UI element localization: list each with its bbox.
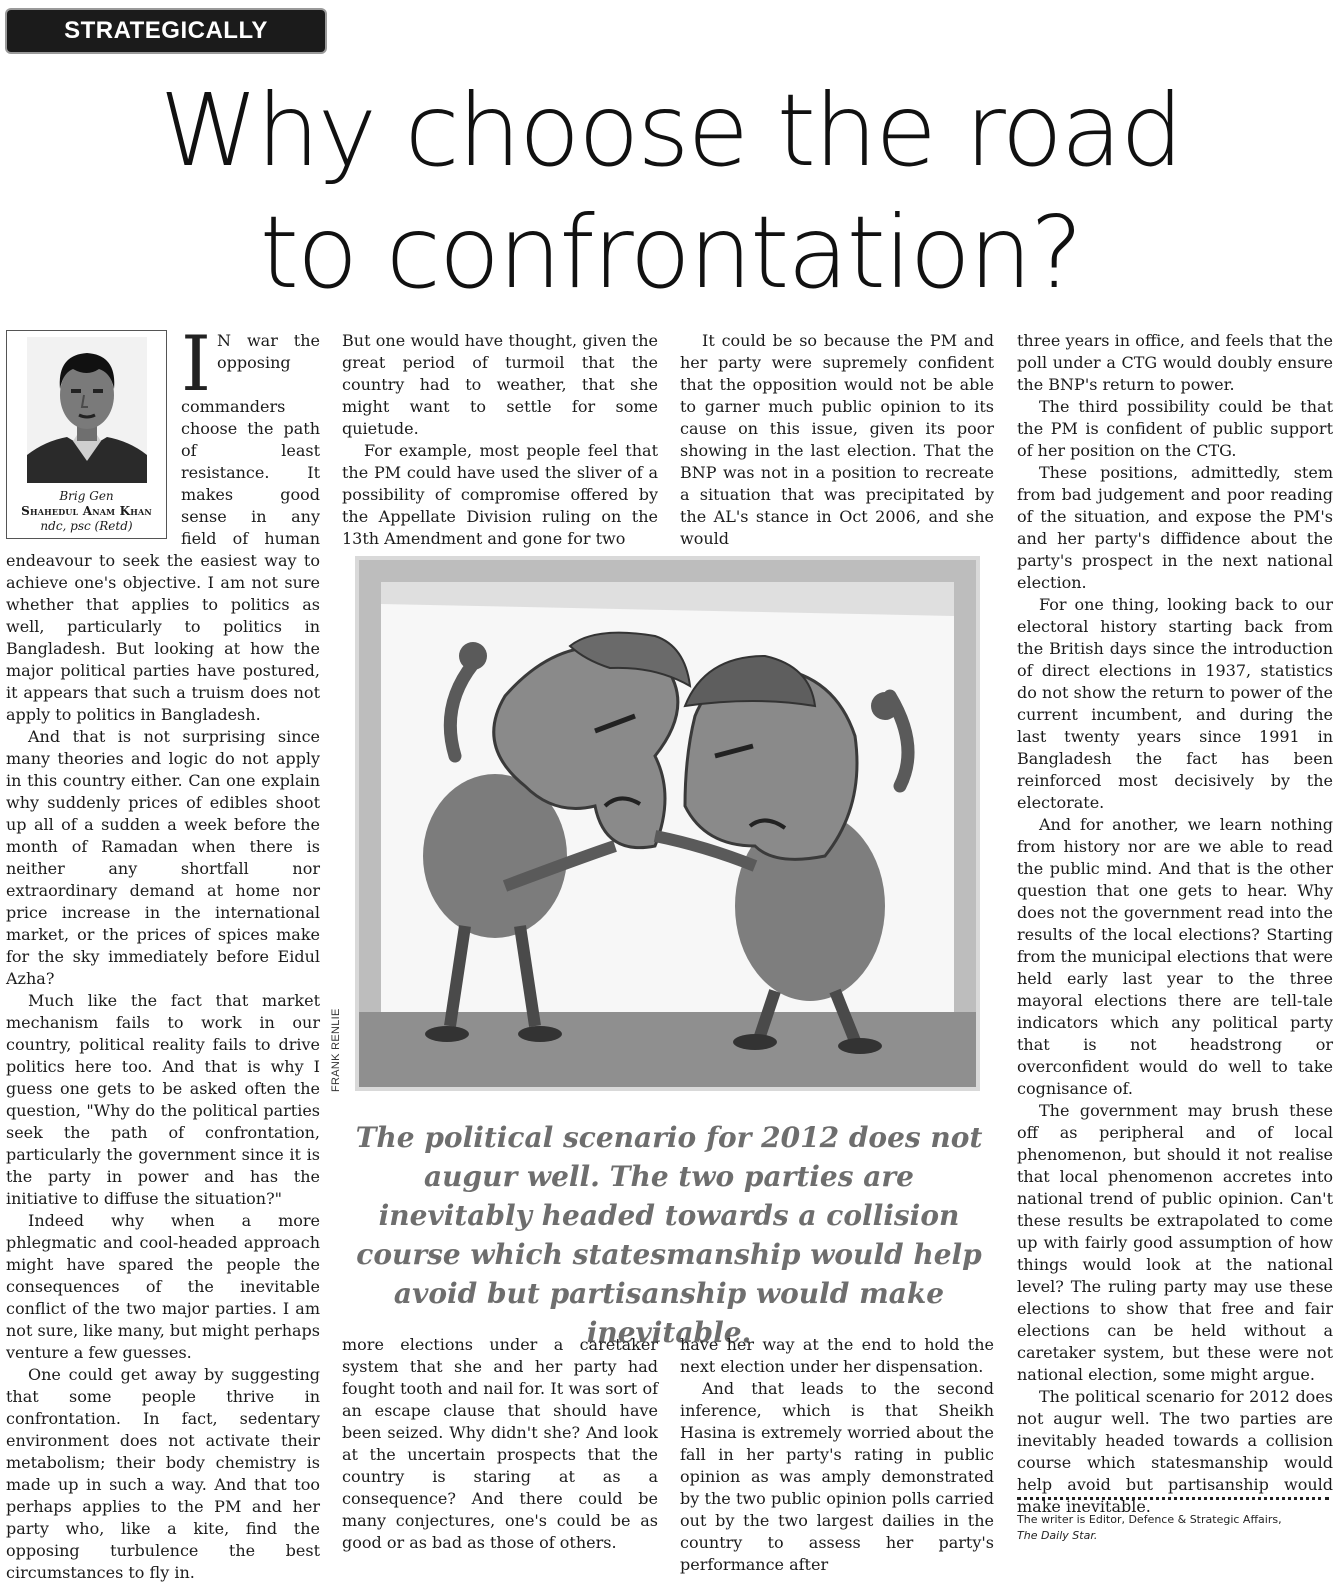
article-paragraph: For example, most people feel that the PM could have used the sliver of a possibility of compromise offered by the Appellate Division ruling on the 13th Amendment and gone for two [342,441,658,548]
illustration-credit: FRANK RENLIE [330,1008,342,1092]
article-paragraph: Indeed why when a more phlegmatic and cool-headed approach might have spared the people the consequences of the inevitable conflict of the two major parties. I am not sure, like many, but might perhaps venture a few guesses. [6,1211,320,1362]
byline-name: Shahedul Anam Khan [21,504,152,518]
pull-quote: The political scenario for 2012 does not augur well. The two parties are inevitably headed towards a collision course which statesmanship would help avoid but partisanship would make inevitable. [355,1121,983,1349]
drop-cap: I [181,319,212,408]
headline-line-2: to confrontation? [259,194,1082,311]
article-column-2-top [342,330,658,550]
article-paragraph: three years in office, and feels that the poll under a CTG would doubly ensure the BNP's return to power. [1017,331,1333,394]
headline [0,70,1341,314]
article-paragraph: And that is not surprising since many theories and logic do not apply in this country either. Can one explain why suddenly prices of edibles shoot up all of a sudden a week before the month of Ramadan when there is neither any shortfall nor extraordinary demand at home nor price increase in the international market, or the prices of spices make for the sky immediately before Eidul Azha? [6,727,320,988]
article-paragraph: And that leads to the second inference, which is that Sheikh Hasina is extremely worried about the fall in her party's rating in public opinion as was amply demonstrated by the two public opinion polls carried out by the two largest dailies in the country to assess her party's performance after [680,1379,994,1574]
article-paragraph: The government may brush these off as peripheral and of local phenomenon, but should it not realise that local phenomenon accretes into national trend of public opinion. Can't these results be extrapolated to come up with fairly good assumption of how things would look at the national level? The ruling party may use these elections to show that free and fair elections can be held without a caretaker system, but these were not national election, some might argue. [1017,1101,1333,1384]
cartoon-illustration [355,556,980,1091]
article-paragraph: And for another, we learn nothing from history nor are we able to read the public mind. And that is the other question that one gets to hear. Why does not the government read into the results of the local elections? Starting from the municipal elections that were held early last year to the three mayoral elections there are tell-tale indicators which any political party that is not headstrong or overconfident would do well to take cognisance of. [1017,815,1333,1098]
footnote-line-2: The Daily Star. [1017,1529,1098,1542]
article-column-3-top [680,330,994,550]
section-kicker: STRATEGICALLY SPEAKING [7,10,325,52]
article-column-1 [6,319,320,1584]
article-column-3-bottom [680,1334,994,1576]
article-paragraph: It could be so because the PM and her party were supremely confident that the opposition would not be able to garner much public opinion to its cause on this issue, given its poor showing in the last election. That the BNP was not in a position to recreate a situation that was precipitated by the AL's stance in Oct 2006, and she would [680,331,994,548]
byline-suffix: ndc, psc (Retd) [40,519,133,533]
article-column-4 [1017,330,1333,1518]
article-paragraph: For one thing, looking back to our electoral history starting back from the British days since the introduction of direct elections in 1937, statistics do not show the return to power of the current incumbent, and during the last twenty years since 1991 in Bangladesh the fact has been reinforced most decisively by the electorate. [1017,595,1333,812]
author-box [6,330,167,539]
article-column-2-bottom [342,1334,658,1554]
article-paragraph: But one would have thought, given the great period of turmoil that the country had to weather, that she might want to settle for some quietude. [342,331,658,438]
article-paragraph: These positions, admittedly, stem from bad judgement and poor reading of the situation, and expose the PM's and her party's diffidence about the party's prospect in the next national election. [1017,463,1333,592]
footnote-line-1: The writer is Editor, Defence & Strategic Affairs, [1017,1513,1282,1526]
author-footnote [1017,1512,1333,1544]
article-paragraph: more elections under a caretaker system that she and her party had fought tooth and nail for. It was sort of an escape clause that should have been seized. Why didn't she? And look at the uncertain prospects that the country is staring at as a consequence? And there could be many conjectures, one's could be as good or as bad as those of others. [342,1335,658,1552]
article-paragraph: have her way at the end to hold the next election under her dispensation. [680,1335,994,1376]
byline-rank: Brig Gen [59,489,114,503]
article-paragraph: The third possibility could be that the PM is confident of public support of her position on the CTG. [1017,397,1333,460]
article-paragraph: N war the opposing commanders choose the path of least resistance. It makes good sense in any field of human endeavour to seek the easiest way to achieve one's objective. I am not sure whether that applies to politics as well, particularly to politics in Bangladesh. But looking at how the major political parties have postured, it appears that such a truism does not apply to politics in Bangladesh. [6,331,320,724]
article-paragraph: One could get away by suggesting that some people thrive in confrontation. In fact, sedentary environment does not activate their metabolism; their body chemistry is made up in such a way. And that too perhaps applies to the PM and her party who, like a kite, find the opposing turbulence the best circumstances to fly in. [6,1365,320,1582]
author-portrait [27,337,147,483]
article-paragraph: The political scenario for 2012 does not augur well. The two parties are inevitably headed towards a collision course which statesmanship would help avoid but partisanship would make inevitable. [1017,1387,1333,1516]
article-paragraph: Much like the fact that market mechanism fails to work in our country, political reality fails to drive politics here too. And that is why I guess one gets to be asked often the question, "Why do the political parties seek the path of confrontation, particularly the government since it is the party in power and has the initiative to diffuse the situation?" [6,991,320,1208]
footnote-divider [1017,1497,1329,1500]
headline-line-1: Why choose the road [159,72,1182,189]
